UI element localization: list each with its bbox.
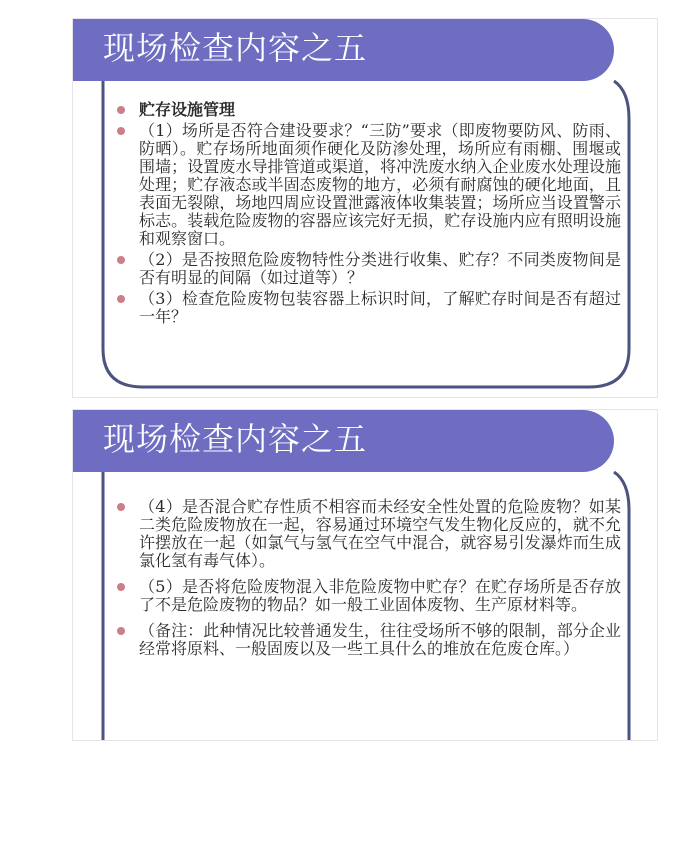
bullet-text: （4）是否混合贮存性质不相容而未经安全性处置的危险废物？如某二类危险废物放在一起，容易通过环境空气发生物化反应的，就不允许摆放在一起（如氯气与氢气在空气中混合，就容易引发瀑炸而生成氯化氢有毒气体）。	[139, 497, 621, 570]
bullet-dot-icon	[117, 627, 125, 635]
slide-title: 现场检查内容之五	[103, 29, 368, 67]
slide-title: 现场检查内容之五	[103, 420, 368, 458]
bullet-dot-icon	[117, 256, 125, 264]
list-item	[111, 101, 621, 119]
bullet-list	[111, 498, 621, 661]
slide-2	[72, 409, 658, 741]
bullet-dot-icon	[117, 503, 125, 511]
list-item	[111, 251, 621, 287]
title-bar	[73, 410, 614, 472]
bullet-list	[111, 101, 621, 329]
bullet-dot-icon	[117, 295, 125, 303]
list-item	[111, 498, 621, 570]
bullet-dot-icon	[117, 106, 125, 114]
bullet-text: （1）场所是否符合建设要求？“三防”要求（即废物要防风、防雨、防晒）。贮存场所地面须作硬化及防渗处理，场所应有雨棚、围堰或围墙；设置废水导排管道或渠道，将冲洗废水纳入企业废水处理设施处理；贮存液态或半固态废物的地方，必须有耐腐蚀的硬化地面，且表面无裂隙，场地四周应设置泄露液体收集装置；场所应当设置警示标志。装载危险废物的容器应该完好无损，贮存设施内应有照明设施和观察窗口。	[139, 121, 621, 248]
bullet-dot-icon	[117, 583, 125, 591]
bullet-text: （3）检查危险废物包装容器上标识时间，了解贮存时间是否有超过一年？	[139, 289, 621, 326]
bullet-text: （5）是否将危险废物混入非危险废物中贮存？在贮存场所是否存放了不是危险废物的物品？如一般工业固体废物、生产原材料等。	[139, 577, 621, 614]
bullet-dot-icon	[117, 127, 125, 135]
list-item	[111, 622, 621, 658]
list-item	[111, 290, 621, 326]
bullet-text: 贮存设施管理	[139, 100, 236, 119]
list-item	[111, 122, 621, 248]
bullet-text: （备注：此种情况比较普通发生，往往受场所不够的限制，部分企业经常将原料、一般固废以及一些工具什么的堆放在危废仓库。）	[139, 621, 621, 658]
list-item	[111, 578, 621, 614]
bullet-text: （2）是否按照危险废物特性分类进行收集、贮存？不同类废物间是否有明显的间隔（如过道等）？	[139, 250, 621, 287]
title-bar	[73, 19, 614, 81]
slide-1	[72, 18, 658, 398]
